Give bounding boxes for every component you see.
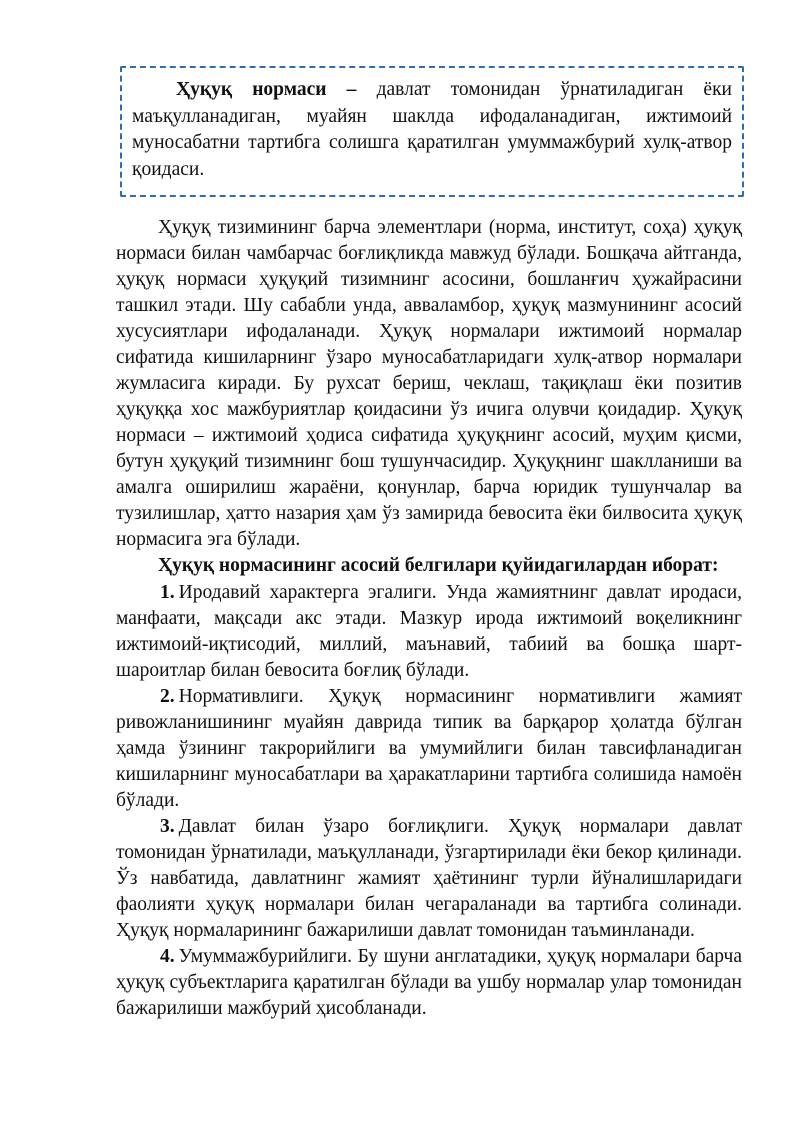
document-page <box>116 66 742 1022</box>
feature-text: Иродавий характерга эгалиги. Унда жамиятнинг давлат иродаси, манфаати, мақсади акс этади. Мазкур ирода ижтимоий воқеликнинг ижтимоий-иқтисодий, миллий, маънавий, табиий ва бошқа шарт-шароитлар билан бевосита боғлиқ бўлади. <box>116 581 742 681</box>
feature-number: 1. <box>160 581 175 603</box>
definition-text: давлат томонидан ўрнатиладиган ёки маъқулланадиган, муайян шаклда ифодаланадиган, ижтимоий муносабатни тартибга солишга қаратилган умуммажбурий хулқ-атвор қоидаси. <box>132 79 732 180</box>
feature-item-3 <box>116 814 742 944</box>
feature-item-2 <box>116 684 742 814</box>
feature-item-4 <box>116 944 742 1022</box>
definition-paragraph <box>132 77 732 183</box>
feature-number: 3. <box>160 815 175 837</box>
feature-item-1 <box>116 580 742 684</box>
feature-number: 2. <box>160 685 175 707</box>
feature-text: Давлат билан ўзаро боғлиқлиги. Ҳуқуқ нормалари давлат томонидан ўрнатилади, маъқулланади, ўзгартирилади ёки бекор қилинади. Ўз навбатида, давлатнинг жамият ҳаётининг турли йўналишларидаги фаолияти ҳуқуқ нормалари билан чегараланади ва тартибга солинади. Ҳуқуқ нормаларининг бажарилиши давлат томонидан таъминланади. <box>116 815 742 941</box>
intro-paragraph: Ҳуқуқ тизимининг барча элементлари (норма, институт, соҳа) ҳуқуқ нормаси билан чамбарчас боғлиқликда мавжуд бўлади. Бошқача айтганда, ҳуқуқ нормаси ҳуқуқий тизимнинг асосини, бошланғич ҳужайрасини ташкил этади. Шу сабабли унда, авваламбор, ҳуқуқ мазмунининг асосий хусусиятлари ифодаланади. Ҳуқуқ нормалари ижтимоий нормалар сифатида кишиларнинг ўзаро муносабатларидаги хулқ-атвор нормалари жумласига киради. Бу рухсат бериш, чеклаш, тақиқлаш ёки позитив ҳуқуққа хос мажбуриятлар қоидасини ўз ичига олувчи қоидадир. Ҳуқуқ нормаси – ижтимоий ҳодиса сифатида ҳуқуқнинг асосий, муҳим қисми, бутун ҳуқуқий тизимнинг бош тушунчасидир. Ҳуқуқнинг шаклланиши ва амалга оширилиш жараёни, қонунлар, барча юридик тушунчалар ва тузилишлар, ҳатто назария ҳам ўз замирида бевосита ёки билвосита ҳуқуқ нормасига эга бўлади. <box>116 217 742 551</box>
feature-text: Нормативлиги. Ҳуқуқ нормасининг нормативлиги жамият ривожланишининг муайян даврида типик ва барқарор ҳолатда бўлган ҳамда ўзининг такрорийлиги ва умумийлиги билан тавсифланадиган кишиларнинг муносабатлари ва ҳаракатларини тартибга солишида намоён бўлади. <box>116 685 742 811</box>
feature-text: Умуммажбурийлиги. Бу шуни англатадики, ҳуқуқ нормалари барча ҳуқуқ субъектларига қаратилган бўлади ва ушбу нормалар улар томонидан бажарилиши мажбурий ҳисобланади. <box>116 945 742 1019</box>
features-heading: Ҳуқуқ нормасининг асосий белгилари қуйидагилардан иборат: <box>158 555 719 577</box>
definition-term: Ҳуқуқ нормаси – <box>176 79 357 100</box>
feature-number: 4. <box>160 945 175 967</box>
definition-box <box>120 66 744 197</box>
body-text <box>116 215 742 1022</box>
